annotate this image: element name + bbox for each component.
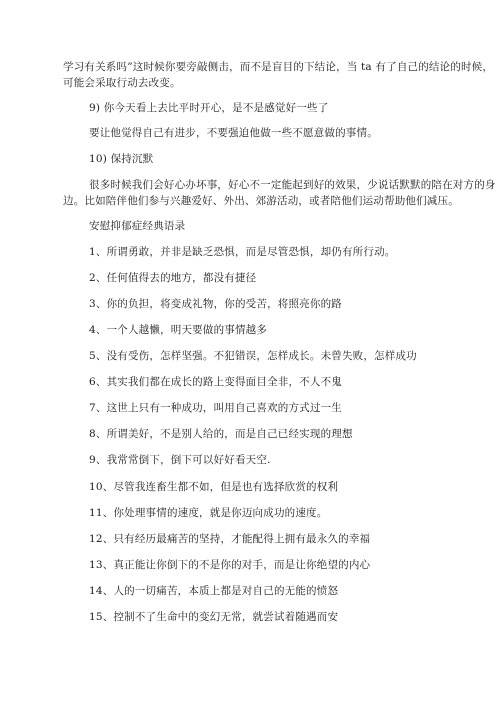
point9-heading: 9) 你今天看上去比平时开心，是不是感觉好一些了 [89,102,329,114]
quote-item: 13、真正能让你倒下的不是你的对手，而是让你绝望的内心 [89,559,371,571]
point10-line: 很多时候我们会好心办坏事，好心不一定能起到好的效果，少说话默默的陪在对方的身 [89,179,496,191]
quotes-title: 安慰抑郁症经典语录 [89,220,186,232]
quote-item: 7、这世上只有一种成功，叫用自己喜欢的方式过一生 [89,402,342,414]
point10-line: 边。比如陪伴他们参与兴趣爱好、外出、郊游活动，或者陪他们运动帮助他们减压。 [63,195,459,207]
point10-heading: 10) 保持沉默 [89,153,154,165]
intro-line: 学习有关系吗”这时候你要旁敲侧击，而不是盲目的下结论，当 ta 有了自己的结论的时候， [63,61,494,73]
point9-body: 要让他觉得自己有进步，不要强迫他做一些不愿意做的事情。 [89,127,378,139]
quote-item: 8、所谓美好，不是别人给的，而是自己已经实现的理想 [89,428,353,440]
quote-item: 10、尽管我连畜生都不如，但是也有选择欣赏的权利 [89,481,339,493]
quote-item: 5、没有受伤，怎样坚强。不犯错误，怎样成长。未曾失败，怎样成功 [89,350,417,362]
quote-item: 3、你的负担，将变成礼物，你的受苦，将照亮你的路 [89,298,342,310]
quote-item: 14、人的一切痛苦，本质上都是对自己的无能的愤怒 [89,585,339,597]
quote-item: 12、只有经历最痛苦的坚持，才能配得上拥有最永久的幸福 [89,533,371,545]
quote-item: 2、任何值得去的地方，都没有捷径 [89,272,257,284]
quote-item: 9、我常常倒下，倒下可以好好看天空. [89,454,271,466]
intro-line: 可能会采取行动去改变。 [63,77,181,89]
quote-item: 1、所谓勇敢，并非是缺乏恐惧，而是尽管恐惧，却仍有所行动。 [89,246,396,258]
quote-item: 6、其实我们都在成长的路上变得面目全非，不人不鬼 [89,376,342,388]
quote-item: 11、你处理事情的速度，就是你迈向成功的速度。 [89,507,328,519]
quote-item: 4、一个人越懒，明天要做的事情越多 [89,324,268,336]
quote-item: 15、控制不了生命中的变幻无常，就尝试着随遇而安 [89,611,339,623]
